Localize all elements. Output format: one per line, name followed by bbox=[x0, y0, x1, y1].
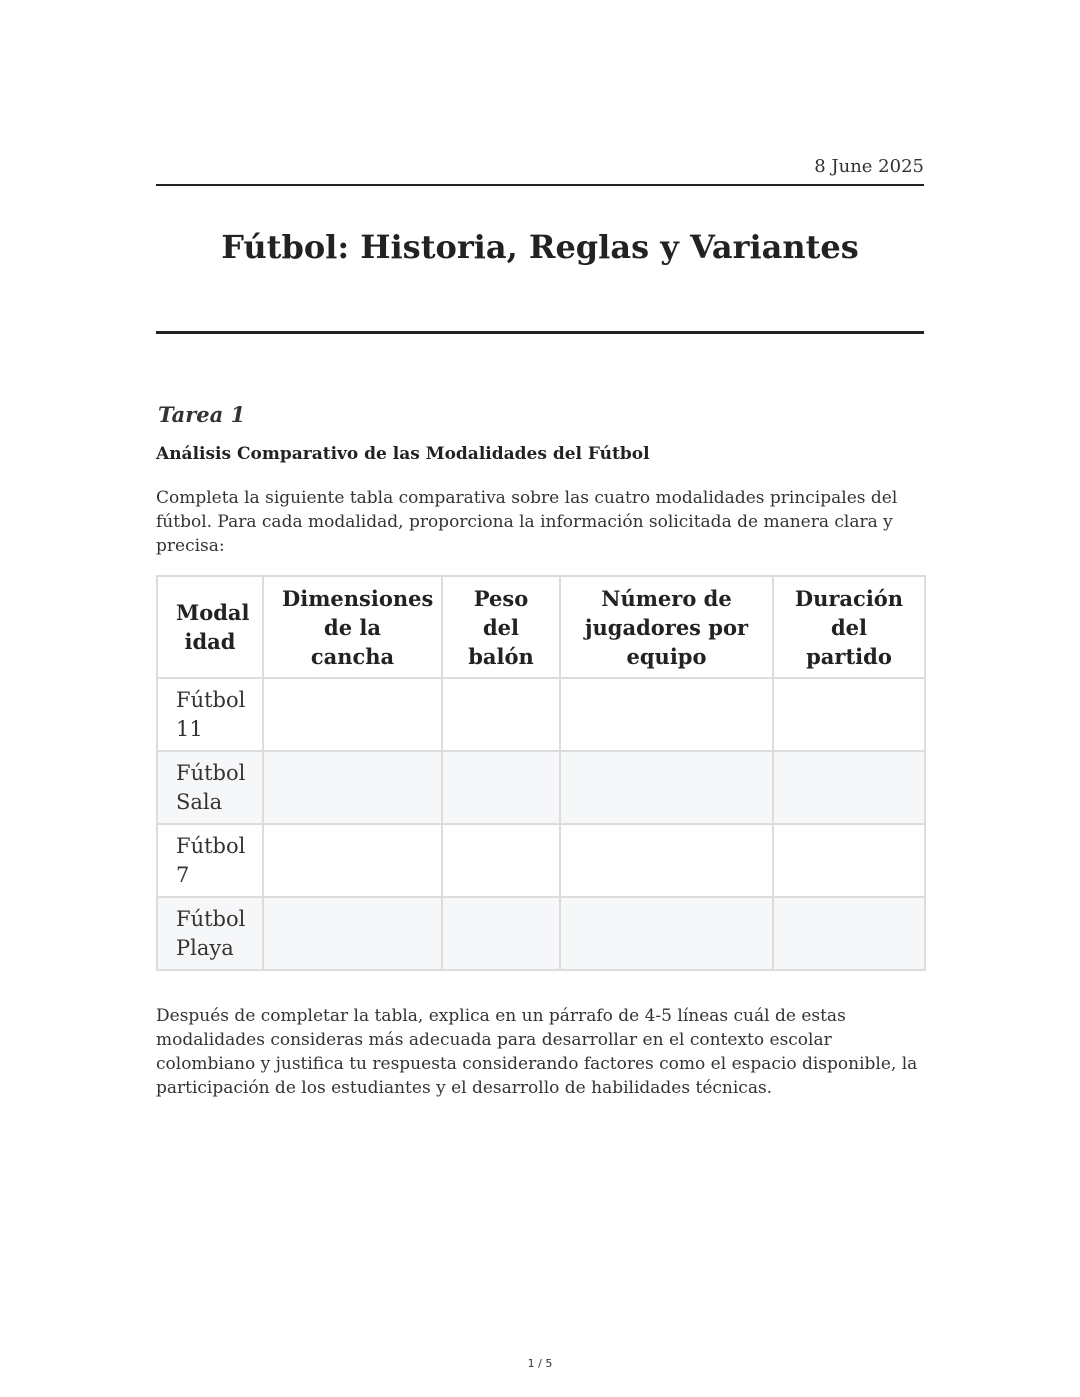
header-dimensiones: Dimensiones de la cancha bbox=[263, 576, 442, 678]
header-peso: Peso del balón bbox=[442, 576, 560, 678]
table-cell[interactable] bbox=[263, 897, 442, 970]
document-title: Fútbol: Historia, Reglas y Variantes bbox=[221, 228, 859, 266]
table-cell[interactable] bbox=[773, 751, 925, 824]
document-date: 8 June 2025 bbox=[814, 156, 924, 177]
task-instructions: Completa la siguiente tabla comparativa sobre las cuatro modalidades principales del fútbol. Para cada modalidad, proporciona la información solicitada de manera clara y precisa: bbox=[156, 488, 898, 556]
header-divider bbox=[156, 184, 924, 186]
table-cell[interactable] bbox=[442, 678, 560, 751]
header-duracion: Duración del partido bbox=[773, 576, 925, 678]
table-cell[interactable] bbox=[263, 751, 442, 824]
table-header-row bbox=[157, 576, 925, 678]
table-cell[interactable] bbox=[773, 824, 925, 897]
page-number: 1 / 5 bbox=[527, 1357, 553, 1370]
table-row bbox=[157, 897, 925, 970]
table-row bbox=[157, 751, 925, 824]
task-heading: Tarea 1 bbox=[158, 402, 246, 427]
header-jugadores: Número de jugadores por equipo bbox=[560, 576, 773, 678]
table-row bbox=[157, 678, 925, 751]
row-label: Fútbol Sala bbox=[157, 751, 263, 824]
row-label: Fútbol 11 bbox=[157, 678, 263, 751]
follow-up-instructions: Después de completar la tabla, explica en un párrafo de 4-5 líneas cuál de estas modalidades consideras más adecuada para desarrollar en el contexto escolar colombiano y justifica tu respuesta considerando factores como el espacio disponible, la participación de los estudiantes y el desarrollo de habilidades técnicas. bbox=[156, 1006, 918, 1098]
header-modalidad: Modal idad bbox=[157, 576, 263, 678]
table-cell[interactable] bbox=[773, 897, 925, 970]
table-cell[interactable] bbox=[560, 678, 773, 751]
table-cell[interactable] bbox=[442, 897, 560, 970]
table-cell[interactable] bbox=[773, 678, 925, 751]
table-cell[interactable] bbox=[560, 824, 773, 897]
table-cell[interactable] bbox=[263, 824, 442, 897]
table-cell[interactable] bbox=[263, 678, 442, 751]
table-cell[interactable] bbox=[560, 897, 773, 970]
comparison-table bbox=[156, 575, 926, 971]
row-label: Fútbol 7 bbox=[157, 824, 263, 897]
table-cell[interactable] bbox=[442, 824, 560, 897]
title-divider bbox=[156, 331, 924, 334]
table-cell[interactable] bbox=[560, 751, 773, 824]
table-cell[interactable] bbox=[442, 751, 560, 824]
row-label: Fútbol Playa bbox=[157, 897, 263, 970]
table-row bbox=[157, 824, 925, 897]
task-subtitle: Análisis Comparativo de las Modalidades del Fútbol bbox=[156, 444, 650, 464]
